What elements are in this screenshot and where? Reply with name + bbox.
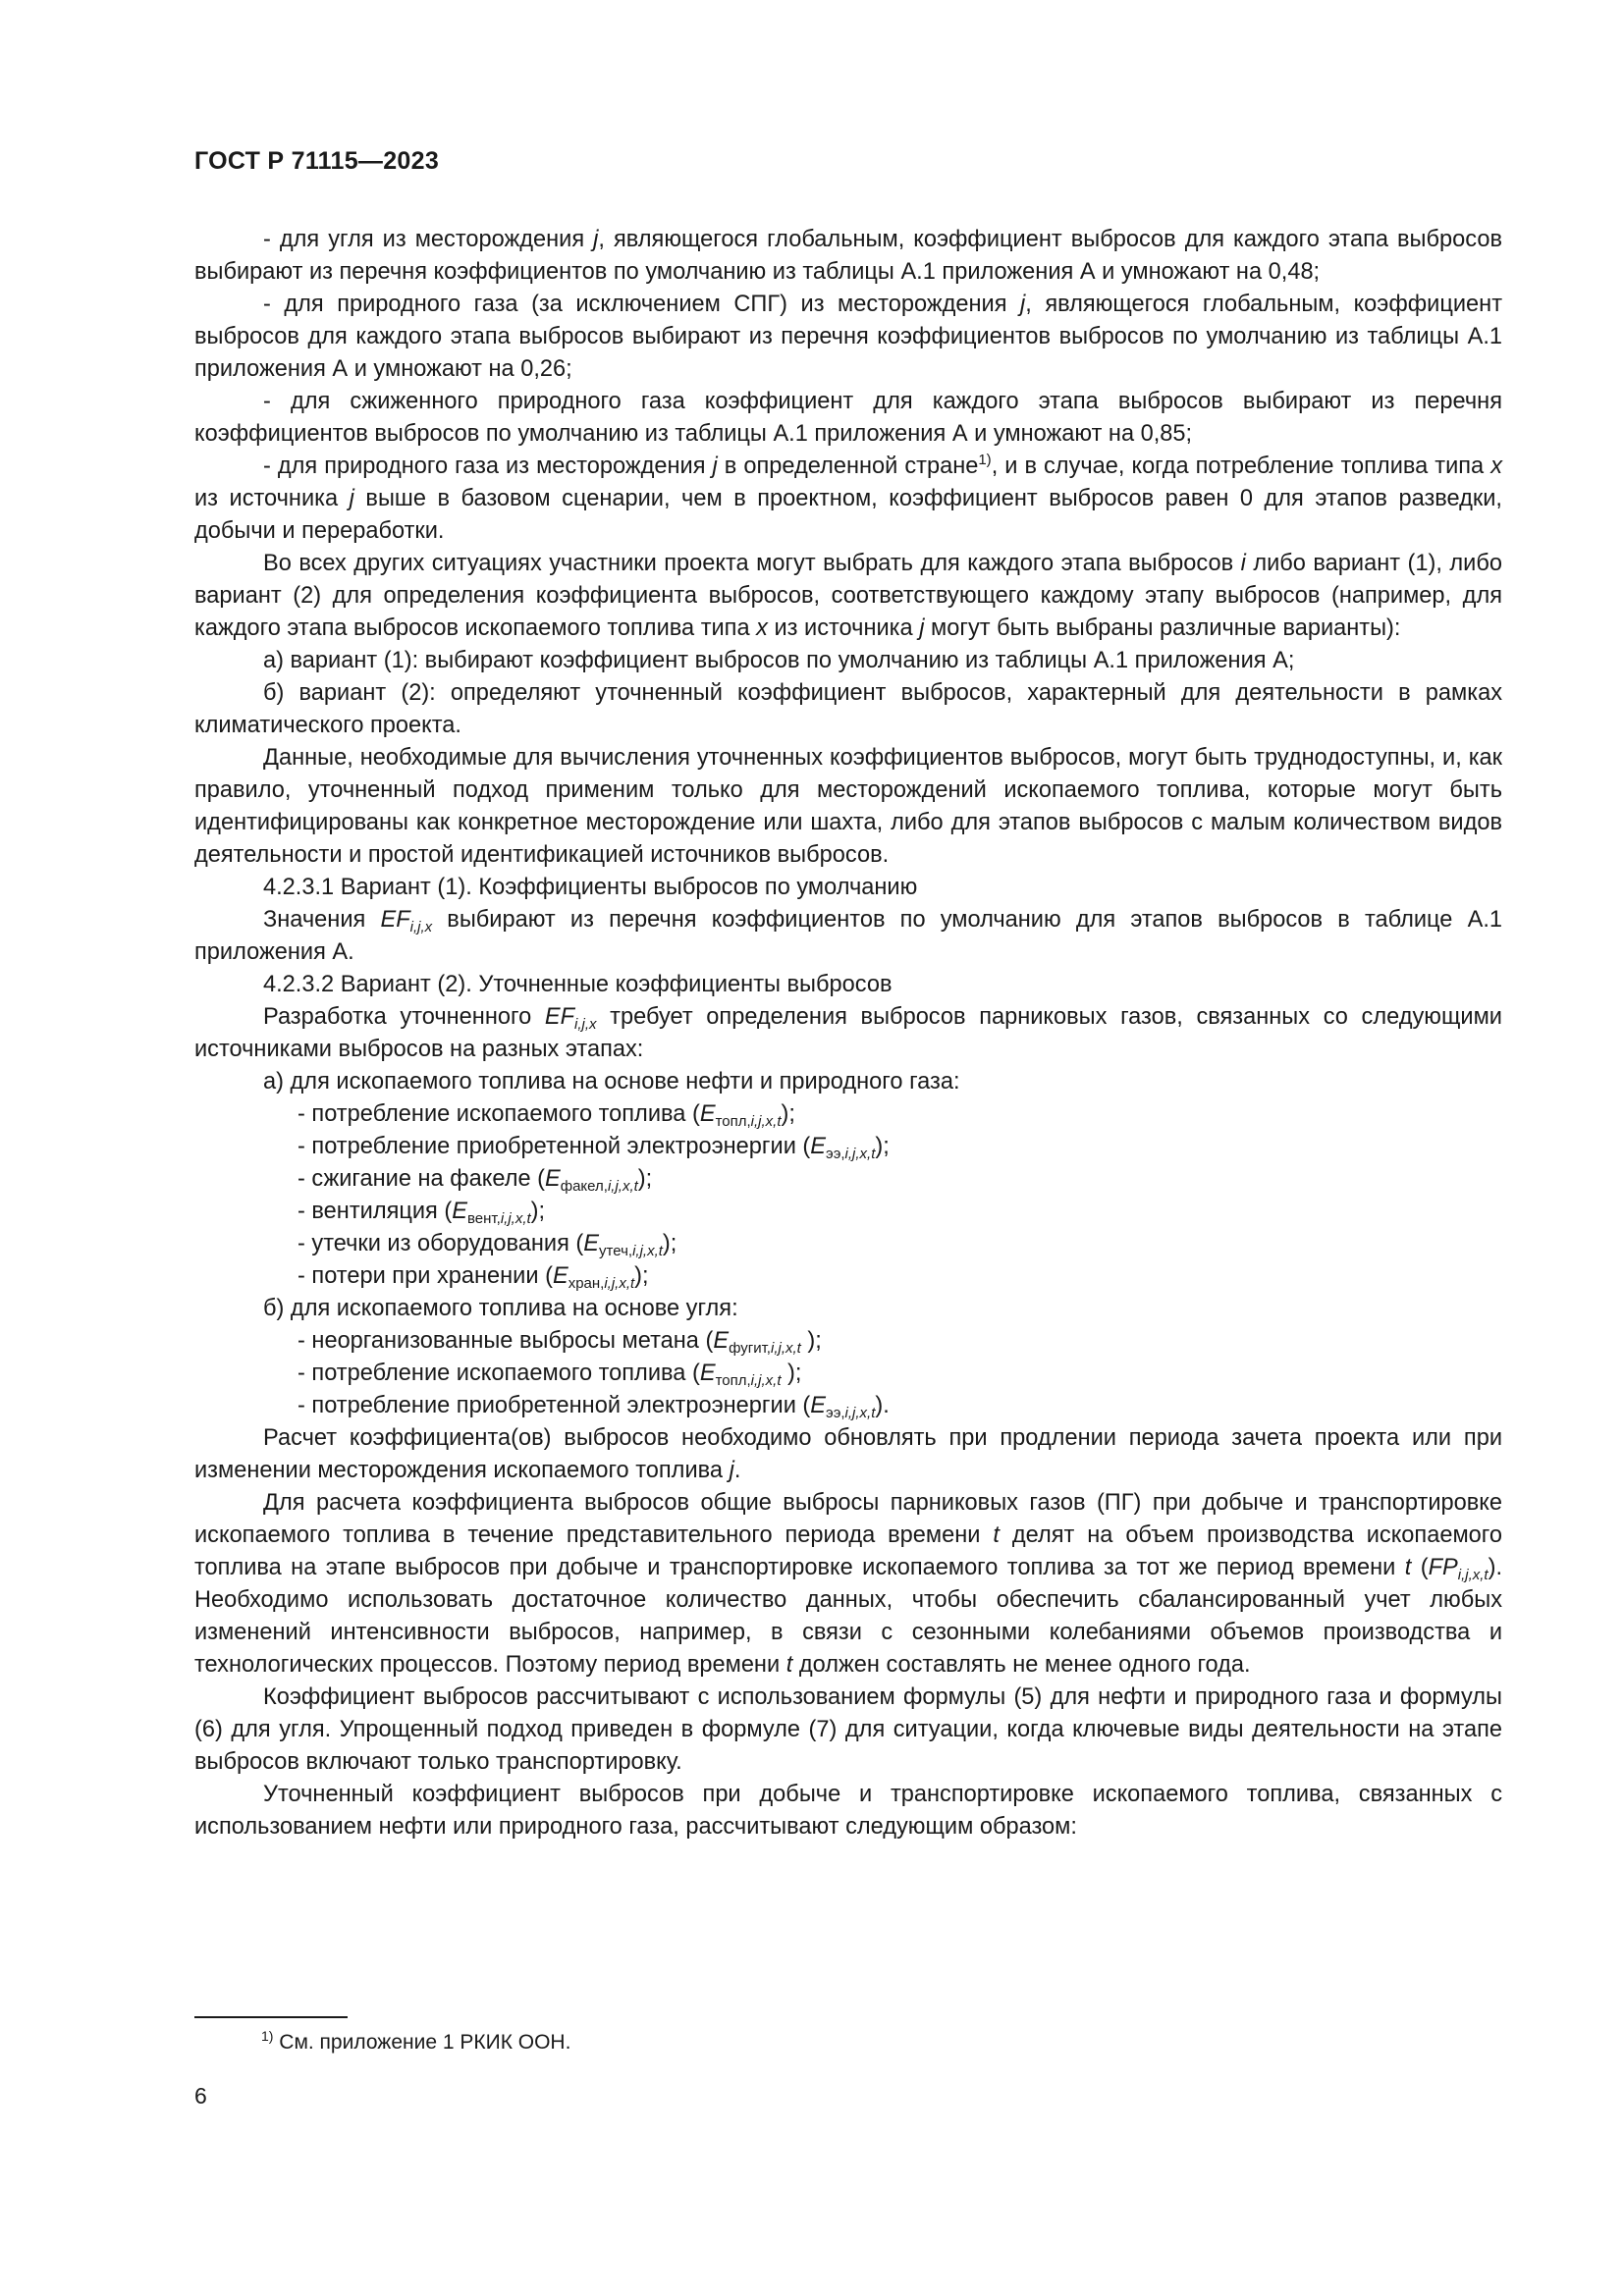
paragraph-data-availability: Данные, необходимые для вычисления уточненных коэффициентов выбросов, могут быть труднодоступны, и, как правило, уточненный подход применим только для месторождений ископаемого топлива, которые могут быть идентифицированы как конкретное месторождение или шахта, либо для этапов выбросов с малым количеством видов деятельности и простой идентификацией источников выбросов. bbox=[194, 745, 1502, 868]
paragraph-calculation: Для расчета коэффициента выбросов общие выбросы парниковых газов (ПГ) при добыче и транспортировке ископаемого топлива в течение представительного периода времени t делят на объем производства ископаемого топлива на этапе выбросов при добыче и транспортировке ископаемого топлива за тот же период времени t $(FP_{i,j,x,t})$. Необходимо использовать достаточное количество данных, чтобы обеспечить сбалансированный учет любых изменений интенсивности выбросов, например, в связи с сезонными колебаниями объемов производства и технологических процессов. Поэтому период времени t должен составлять не менее одного года. bbox=[194, 1490, 1503, 1678]
paragraph-gas-country: - для природного газа из месторождения j в определенной стране$^{1)}$, и в случае, когда потребление топлива типа x из источника j выше в базовом сценарии, чем в проектном, коэффициент выбросов равен 0 для этапов разведки, добычи и переработки. bbox=[194, 452, 1502, 544]
list-item: - потребление приобретенной электроэнергии $(E_{ээ,i,j,x,t})$. bbox=[298, 1393, 890, 1421]
option-1-item: а) вариант (1): выбирают коэффициент выбросов по умолчанию из таблицы А.1 приложения А; bbox=[263, 648, 1295, 673]
list-item: - потребление приобретенной электроэнергии $(E_{ээ,i,j,x,t})$; bbox=[298, 1134, 890, 1162]
paragraph-coal-global: - для угля из месторождения j, являющегося глобальным, коэффициент выбросов для каждого этапа выбросов выбирают из перечня коэффициентов по умолчанию из таблицы А.1 приложения А и умножают на 0,48; bbox=[194, 227, 1502, 285]
list-coal bbox=[194, 1325, 1502, 1422]
footnote-divider bbox=[194, 2016, 348, 2018]
paragraph-default-values: Значения $EF_{i,j,x}$ выбирают из перечня коэффициентов по умолчанию для этапов выбросов в таблице А.1 приложения А. bbox=[194, 907, 1502, 965]
paragraph-gas-global: - для природного газа (за исключением СПГ) из месторождения j, являющегося глобальным, коэффициент выбросов для каждого этапа выбросов выбирают из перечня коэффициентов выбросов по умолчанию из таблицы А.1 приложения А и умножают на 0,26; bbox=[194, 292, 1502, 382]
list-item: - неорганизованные выбросы метана ($E_{фугит,i,j,x,t}$ ); bbox=[298, 1328, 822, 1357]
paragraph-refined-ef: Разработка уточненного $EF_{i,j,x}$ требует определения выбросов парниковых газов, связанных со следующими источниками выбросов на разных этапах: bbox=[194, 1004, 1502, 1062]
paragraph-formulas: Коэффициент выбросов рассчитывают с использованием формулы (5) для нефти и природного газа и формулы (6) для угля. Упрощенный подход приведен в формуле (7) для ситуации, когда ключевые виды деятельности на этапе выбросов включают только транспортировку. bbox=[194, 1684, 1502, 1775]
section-heading-4-2-3-2: 4.2.3.2 Вариант (2). Уточненные коэффициенты выбросов bbox=[263, 972, 893, 997]
paragraph-other-situations: Во всех других ситуациях участники проекта могут выбрать для каждого этапа выбросов i либо вариант (1), либо вариант (2) для определения коэффициента выбросов, соответствующего каждому этапу выбросов (например, для каждого этапа выбросов ископаемого топлива типа x из источника j могут быть выбраны различные варианты): bbox=[194, 551, 1502, 641]
document-body bbox=[194, 224, 1502, 1843]
section-heading-4-2-3-1: 4.2.3.1 Вариант (1). Коэффициенты выбросов по умолчанию bbox=[263, 875, 918, 900]
page-number: 6 bbox=[194, 2083, 207, 2109]
list-item: - утечки из оборудования $(E_{утеч,i,j,x,t})$; bbox=[298, 1231, 677, 1259]
footnote-ref: 1) bbox=[978, 452, 992, 468]
option-2-item: б) вариант (2): определяют уточненный коэффициент выбросов, характерный для деятельности в рамках климатического проекта. bbox=[194, 680, 1502, 738]
list-oil-gas-title: а) для ископаемого топлива на основе нефти и природного газа: bbox=[263, 1069, 960, 1095]
list-item: - сжигание на факеле $(E_{факел,i,j,x,t})$; bbox=[298, 1166, 653, 1195]
list-item: - вентиляция $(E_{вент,i,j,x,t})$; bbox=[298, 1199, 546, 1227]
list-item: - потребление ископаемого топлива $(E_{топл,i,j,x,t})$; bbox=[298, 1101, 795, 1130]
list-oil-gas bbox=[194, 1098, 1502, 1293]
paragraph-oil-gas-refined: Уточненный коэффициент выбросов при добыче и транспортировке ископаемого топлива, связанных с использованием нефти или природного газа, рассчитывают следующим образом: bbox=[194, 1782, 1502, 1840]
footnote: $^{1)}$ См. приложение 1 РКИК ООН. bbox=[261, 2028, 571, 2054]
list-item: - потери при хранении $(E_{хран,i,j,x,t})$; bbox=[298, 1263, 649, 1292]
paragraph-update: Расчет коэффициента(ов) выбросов необходимо обновлять при продлении периода зачета проекта или при изменении месторождения ископаемого топлива j. bbox=[194, 1425, 1502, 1483]
document-header: ГОСТ Р 71115—2023 bbox=[194, 147, 440, 175]
list-coal-title: б) для ископаемого топлива на основе угля: bbox=[263, 1296, 738, 1321]
paragraph-lng: - для сжиженного природного газа коэффициент для каждого этапа выбросов выбирают из перечня коэффициентов выбросов по умолчанию из таблицы А.1 приложения А и умножают на 0,85; bbox=[194, 389, 1502, 447]
list-item: - потребление ископаемого топлива ($E_{топл,i,j,x,t}$ ); bbox=[298, 1361, 802, 1389]
